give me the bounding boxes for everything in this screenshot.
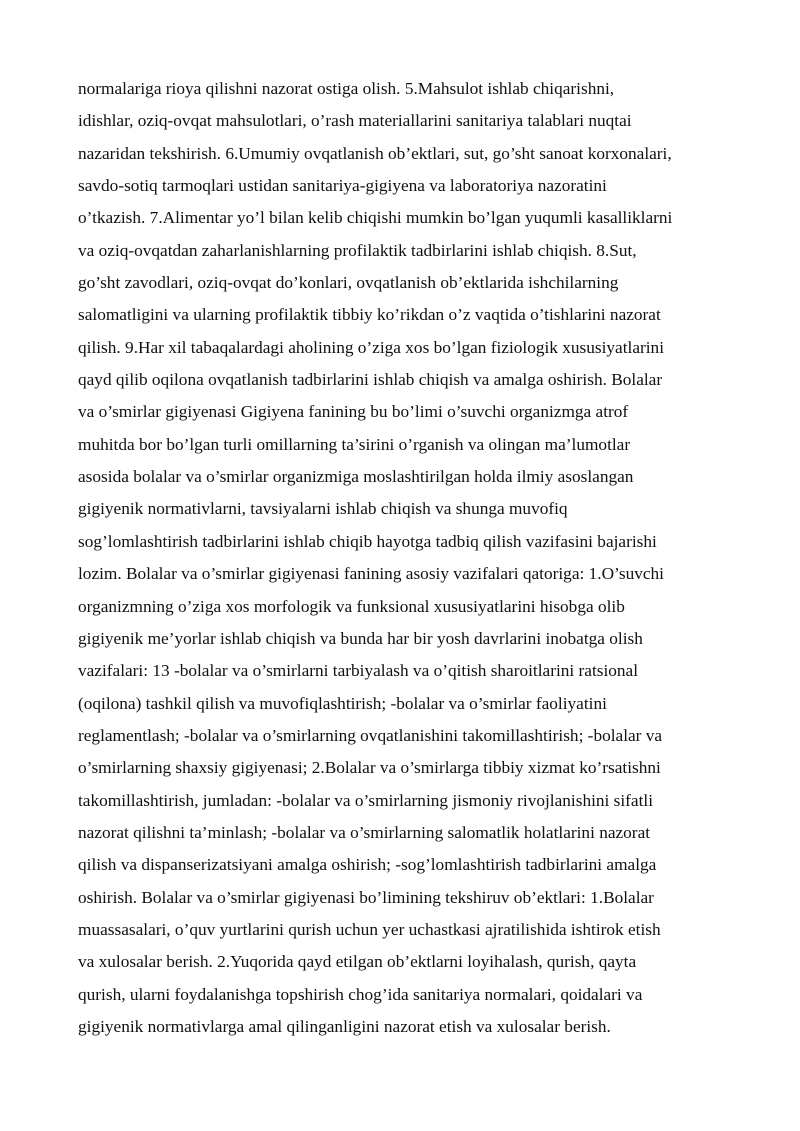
text-line: o’tkazish. 7.Alimentar yo’l bilan kelib chiqishi mumkin bo’lgan yuqumli kasalliklarni (78, 208, 673, 228)
text-line: va o’smirlar gigiyenasi Gigiyena fanining bu bo’limi o’suvchi organizmga atrof (78, 402, 629, 422)
text-line: nazorat qilishni ta’minlash; -bolalar va o’smirlarning salomatlik holatlarini nazorat (78, 822, 651, 842)
text-line: (oqilona) tashkil qilish va muvofiqlashtirish; -bolalar va o’smirlar faoliyatini (78, 693, 607, 713)
text-line: va oziq-ovqatdan zaharlanishlarning profilaktik tadbirlarini ishlab chiqish. 8.Sut, (78, 240, 637, 260)
text-line: nazaridan tekshirish. 6.Umumiy ovqatlanish ob’ektlari, sut, go’sht sanoat korxonalari, (78, 143, 672, 163)
text-line: o’smirlarning shaxsiy gigiyenasi; 2.Bolalar va o’smirlarga tibbiy xizmat ko’rsatishni (78, 758, 661, 778)
text-line: salomatligini va ularning profilaktik tibbiy ko’rikdan o’z vaqtida o’tishlarini nazorat (78, 305, 661, 325)
text-line: asosida bolalar va o’smirlar organizmiga moslashtirilgan holda ilmiy asoslangan (78, 467, 634, 487)
text-line: oshirish. Bolalar va o’smirlar gigiyenasi bo’limining tekshiruv ob’ektlari: 1.Bolalar (78, 887, 654, 907)
text-line: takomillashtirish, jumladan: -bolalar va o’smirlarning jismoniy rivojlanishini sifatli (78, 790, 653, 810)
text-line: gigiyenik normativlarni, tavsiyalarni ishlab chiqish va shunga muvofiq (78, 499, 568, 519)
text-line: savdo-sotiq tarmoqlari ustidan sanitariya-gigiyena va laboratoriya nazoratini (78, 176, 607, 196)
text-line: normalariga rioya qilishni nazorat ostiga olish. 5.Mahsulot ishlab chiqarishni, (78, 79, 615, 98)
text-line: qilish. 9.Har xil tabaqalardagi aholining o’ziga xos bo’lgan fiziologik xususiyatlarini (78, 337, 664, 357)
text-line: gigiyenik me’yorlar ishlab chiqish va bunda har bir yosh davrlarini inobatga olish (78, 628, 643, 648)
text-line: lozim. Bolalar va o’smirlar gigiyenasi fanining asosiy vazifalari qatoriga: 1.O’suvchi (78, 564, 664, 584)
text-line: vazifalari: 13 -bolalar va o’smirlarni tarbiyalash va o’qitish sharoitlarini ratsional (78, 661, 639, 681)
text-line: qayd qilib oqilona ovqatlanish tadbirlarini ishlab chiqish va amalga oshirish. Bolalar (78, 370, 663, 390)
body-text (78, 73, 728, 1043)
text-line: qilish va dispanserizatsiyani amalga oshirish; -sog’lomlashtirish tadbirlarini amalga (78, 855, 657, 875)
text-line: gigiyenik normativlarga amal qilinganligini nazorat etish va xulosalar berish. (78, 1016, 611, 1036)
text-line: muassasalari, o’quv yurtlarini qurish uchun yer uchastkasi ajratilishida ishtirok etish (78, 919, 661, 939)
text-line: muhitda bor bo’lgan turli omillarning ta’sirini o’rganish va olingan ma’lumotlar (78, 434, 631, 454)
text-line: reglamentlash; -bolalar va o’smirlarning ovqatlanishini takomillashtirish; -bolalar va (78, 725, 663, 745)
text-line: sog’lomlashtirish tadbirlarini ishlab chiqib hayotga tadbiq qilish vazifasini bajarishi (78, 531, 657, 551)
text-line: qurish, ularni foydalanishga topshirish chog’ida sanitariya normalari, qoidalari va (78, 984, 643, 1004)
text-line: idishlar, oziq-ovqat mahsulotlari, o’rash materiallarini sanitariya talablari nuqtai (78, 111, 632, 131)
text-line: go’sht zavodlari, oziq-ovqat do’konlari, ovqatlanish ob’ektlarida ishchilarning (78, 273, 619, 293)
text-line: organizmning o’ziga xos morfologik va funksional xususiyatlarini hisobga olib (78, 596, 625, 616)
text-line: va xulosalar berish. 2.Yuqorida qayd etilgan ob’ektlarni loyihalash, qurish, qayta (78, 952, 637, 972)
